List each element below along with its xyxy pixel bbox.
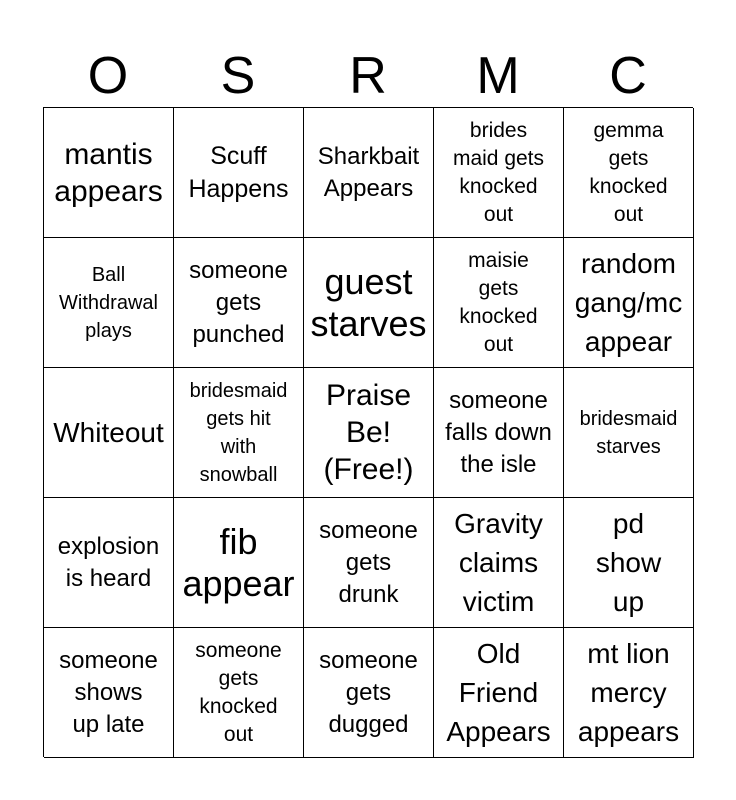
cell-text: random gang/mc appear: [574, 248, 683, 357]
bingo-cell[interactable]: [304, 628, 434, 758]
cell-text: Ball Withdrawal plays: [59, 263, 158, 342]
cell-text: someone shows up late: [59, 646, 158, 738]
cell-text: Old Friend Appears: [446, 638, 551, 747]
bingo-cell[interactable]: [44, 238, 174, 368]
header-letter-s: S: [220, 47, 256, 105]
bingo-cell[interactable]: [44, 628, 174, 758]
header-letter-c: C: [609, 47, 647, 105]
cell-text: bridesmaid gets hit with snowball: [189, 379, 288, 486]
cell-text: bridesmaid starves: [579, 407, 678, 458]
free-space-cell[interactable]: [304, 368, 434, 498]
cell-text: brides maid gets knocked out: [452, 118, 545, 226]
bingo-cell[interactable]: [174, 108, 304, 238]
cell-text: guest starves: [310, 260, 427, 344]
cell-text: gemma gets knocked out: [589, 118, 668, 226]
bingo-cell[interactable]: [44, 108, 174, 238]
bingo-cell[interactable]: [44, 368, 174, 498]
header-letter-o: O: [87, 47, 129, 105]
bingo-header: [43, 45, 693, 107]
cell-text: Whiteout: [53, 417, 164, 448]
cell-text: someone gets dugged: [319, 646, 418, 738]
cell-text: someone gets knocked out: [195, 638, 282, 746]
cell-text: fib appear: [182, 520, 295, 604]
bingo-cell[interactable]: [564, 368, 694, 498]
bingo-cell[interactable]: [304, 238, 434, 368]
bingo-cell[interactable]: [564, 628, 694, 758]
bingo-cell[interactable]: [434, 238, 564, 368]
cell-text: someone gets punched: [189, 256, 288, 348]
cell-text: pd show up: [595, 508, 662, 617]
bingo-cell[interactable]: [434, 368, 564, 498]
cell-text: someone gets drunk: [319, 516, 418, 608]
cell-text: Scuff Happens: [188, 141, 289, 203]
bingo-cell[interactable]: [564, 108, 694, 238]
bingo-cell[interactable]: [174, 368, 304, 498]
cell-text: maisie gets knocked out: [459, 248, 538, 356]
cell-text: Sharkbait Appears: [317, 142, 420, 202]
bingo-cell[interactable]: [174, 238, 304, 368]
bingo-cell[interactable]: [304, 498, 434, 628]
header-letter-m: M: [476, 47, 520, 105]
header-letter-r: R: [349, 47, 387, 105]
bingo-cell[interactable]: [434, 108, 564, 238]
cell-text: Gravity claims victim: [454, 508, 543, 617]
bingo-cell[interactable]: [44, 498, 174, 628]
bingo-cell[interactable]: [304, 108, 434, 238]
free-space-text: Praise Be! (Free!): [323, 379, 414, 486]
bingo-cell[interactable]: [434, 498, 564, 628]
bingo-cell[interactable]: [564, 498, 694, 628]
bingo-cell[interactable]: [174, 628, 304, 758]
cell-text: someone falls down the isle: [445, 386, 552, 478]
bingo-board: [43, 107, 693, 757]
cell-text: explosion is heard: [57, 532, 160, 592]
cell-text: mt lion mercy appears: [577, 638, 680, 747]
bingo-cell[interactable]: [174, 498, 304, 628]
bingo-cell[interactable]: [434, 628, 564, 758]
cell-text: mantis appears: [54, 137, 163, 208]
bingo-cell[interactable]: [564, 238, 694, 368]
